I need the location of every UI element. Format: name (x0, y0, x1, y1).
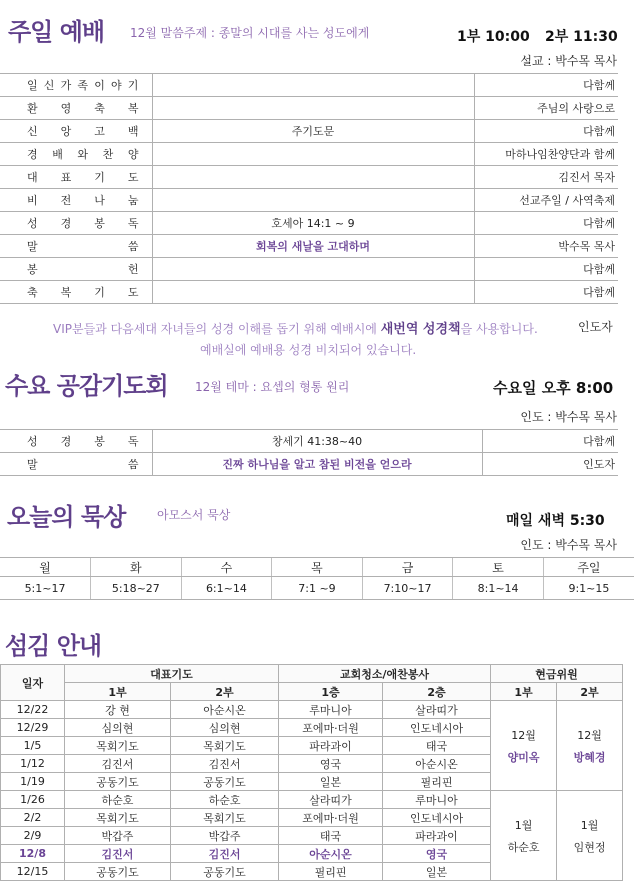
roster-prayer-1: 공동기도 (65, 773, 171, 791)
order-part (0, 189, 152, 212)
offering-name: 임현정 (573, 840, 606, 854)
order-part-char: 경 (60, 435, 72, 448)
roster-cleaning-1: 아순시온 (279, 845, 383, 863)
order-part-char: 영 (60, 102, 72, 115)
week-day: 목 (272, 558, 363, 577)
order-part-char: 나 (94, 194, 105, 207)
order-part-char: 양 (127, 148, 139, 161)
order-part-char: 가 (60, 79, 72, 92)
roster-cleaning-2: 살라띠가 (383, 701, 491, 719)
week-day: 수 (181, 558, 272, 577)
roster-prayer-2: 아순시온 (171, 701, 279, 719)
roster-cleaning-2: 필리핀 (383, 773, 491, 791)
order-part-char: 봉 (94, 217, 105, 230)
roster-cleaning-1: 필리핀 (279, 863, 383, 881)
order-part-char: 축 (27, 286, 38, 299)
notice-bible (53, 318, 538, 337)
wednesday-theme: 12월 테마 : 요셉의 형통 원리 (195, 380, 350, 394)
col-date: 일자 (1, 665, 65, 701)
col-prayer: 대표기도 (65, 665, 279, 683)
order-leader: 선교주일 / 사역축제 (474, 189, 618, 212)
roster-date: 1/12 (1, 755, 65, 773)
order-part-char: 성 (27, 435, 38, 448)
order-part-char: 찬 (102, 148, 114, 161)
offering-month: 12월 (577, 728, 602, 742)
offering-name: 양미옥 (507, 750, 540, 764)
table-row (1, 791, 623, 809)
order-part-char: 헌 (127, 263, 139, 276)
order-content (152, 74, 474, 97)
roster-prayer-2: 하순호 (171, 791, 279, 809)
roster-prayer-1: 김진서 (65, 845, 171, 863)
col-prayer-1: 1부 (65, 683, 171, 701)
roster-cleaning-2: 인도네시아 (383, 719, 491, 737)
week-verse: 5:1~17 (0, 577, 91, 600)
order-content (152, 281, 474, 304)
order-row (0, 189, 618, 212)
roster-cleaning-1: 파라과이 (279, 737, 383, 755)
order-part (0, 166, 152, 189)
order-leader: 다함께 (474, 120, 618, 143)
col-cleaning-2: 2층 (383, 683, 491, 701)
wednesday-leader: 인도 : 박수목 목사 (520, 410, 617, 424)
roster-date: 1/26 (1, 791, 65, 809)
roster-prayer-1: 강 현 (65, 701, 171, 719)
week-verse: 6:1~14 (181, 577, 272, 600)
order-content: 진짜 하나님을 알고 참된 비전을 얻으라 (152, 453, 482, 476)
order-part (0, 453, 152, 476)
roster-cleaning-2: 인도네시아 (383, 809, 491, 827)
order-part-char: 축 (94, 102, 105, 115)
order-part-char: 말 (27, 458, 38, 471)
order-content: 회복의 새날을 고대하며 (152, 235, 474, 258)
offering-month: 1월 (580, 818, 599, 832)
order-part-char: 이 (94, 79, 105, 92)
roster-cleaning-2: 파라과이 (383, 827, 491, 845)
meditation-leader: 인도 : 박수목 목사 (520, 538, 617, 552)
roster-cleaning-1: 루마니아 (279, 701, 383, 719)
roster-prayer-1: 하순호 (65, 791, 171, 809)
meditation-title: 오늘의 묵상 (7, 503, 126, 531)
col-offering-1: 1부 (491, 683, 557, 701)
roster-prayer-1: 심의현 (65, 719, 171, 737)
order-part-char: 대 (27, 171, 38, 184)
roster-cleaning-1: 영국 (279, 755, 383, 773)
order-part-char: 신 (27, 125, 38, 138)
roster-date: 2/9 (1, 827, 65, 845)
roster-date: 12/15 (1, 863, 65, 881)
roster-prayer-2: 박갑주 (171, 827, 279, 845)
order-part-char: 복 (60, 286, 72, 299)
order-part-char: 도 (127, 171, 139, 184)
sunday-time-1: 1부 10:00 (457, 29, 530, 45)
roster-prayer-1: 김진서 (65, 755, 171, 773)
offering-month: 12월 (511, 728, 536, 742)
order-part (0, 430, 152, 453)
order-part-char: 전 (60, 194, 72, 207)
roster-cleaning-1: 태국 (279, 827, 383, 845)
order-part (0, 281, 152, 304)
col-offering-2: 2부 (557, 683, 623, 701)
week-day: 금 (362, 558, 453, 577)
order-content (152, 97, 474, 120)
order-part-char: 비 (27, 194, 38, 207)
roster-prayer-2: 김진서 (171, 755, 279, 773)
roster-cleaning-2: 영국 (383, 845, 491, 863)
wednesday-title: 수요 공감기도회 (5, 372, 168, 400)
order-part (0, 120, 152, 143)
roster-offering-o2 (557, 791, 623, 881)
order-row (0, 212, 618, 235)
service-roster-table (0, 664, 623, 881)
order-part-char: 말 (27, 240, 38, 253)
table-row (1, 701, 623, 719)
order-leader: 다함께 (474, 281, 618, 304)
order-row (0, 143, 618, 166)
order-row (0, 430, 618, 453)
order-leader: 마하나임찬양단과 함께 (474, 143, 618, 166)
notice-bible-available: 예배실에 예배용 성경 비치되어 있습니다. (200, 343, 417, 357)
order-row (0, 120, 618, 143)
roster-prayer-1: 목회기도 (65, 737, 171, 755)
roster-prayer-2: 공동기도 (171, 863, 279, 881)
week-verse: 7:10~17 (362, 577, 453, 600)
order-part-char: 복 (127, 102, 139, 115)
col-prayer-2: 2부 (171, 683, 279, 701)
sunday-title: 주일 예배 (8, 18, 105, 46)
week-verse: 7:1 ~9 (272, 577, 363, 600)
roster-offering-o1 (491, 701, 557, 791)
roster-offering-o1 (491, 791, 557, 881)
order-part-char: 야 (110, 79, 122, 92)
order-part-char: 도 (127, 286, 139, 299)
offering-name: 하순호 (507, 840, 540, 854)
roster-cleaning-1: 포에마·더원 (279, 719, 383, 737)
order-part-char: 독 (127, 435, 139, 448)
meditation-week-table (0, 557, 634, 600)
order-part (0, 74, 152, 97)
order-part-char: 일 (27, 79, 38, 92)
order-leader: 주님의 사랑으로 (474, 97, 618, 120)
roster-date: 12/8 (1, 845, 65, 863)
meditation-time: 매일 새벽 5:30 (506, 513, 605, 529)
roster-cleaning-2: 아순시온 (383, 755, 491, 773)
col-cleaning: 교회청소/애찬봉사 (279, 665, 491, 683)
order-part-char: 기 (94, 286, 105, 299)
order-part-char: 기 (127, 79, 139, 92)
week-day: 화 (91, 558, 182, 577)
roster-prayer-1: 목회기도 (65, 809, 171, 827)
roster-cleaning-1: 일본 (279, 773, 383, 791)
order-part (0, 235, 152, 258)
order-content (152, 166, 474, 189)
roster-cleaning-1: 포에마·더원 (279, 809, 383, 827)
roster-prayer-2: 김진서 (171, 845, 279, 863)
roster-date: 12/22 (1, 701, 65, 719)
order-leader: 김진서 목자 (474, 166, 618, 189)
order-part (0, 212, 152, 235)
order-part-char: 신 (43, 79, 55, 92)
order-leader: 다함께 (474, 258, 618, 281)
order-row (0, 97, 618, 120)
order-part-char: 고 (94, 125, 105, 138)
order-part-char: 표 (60, 171, 72, 184)
meditation-theme: 아모스서 묵상 (157, 508, 231, 522)
order-part-char: 눔 (127, 194, 139, 207)
order-row (0, 166, 618, 189)
offering-month: 1월 (514, 818, 533, 832)
order-content: 주기도문 (152, 120, 474, 143)
roster-prayer-2: 공동기도 (171, 773, 279, 791)
roster-date: 1/19 (1, 773, 65, 791)
notice-bible-bold: 새번역 성경책 (380, 322, 461, 337)
order-row (0, 258, 618, 281)
order-content (152, 258, 474, 281)
week-day: 주일 (543, 558, 634, 577)
notice-bible-post: 을 사용합니다. (460, 322, 538, 336)
order-part-char: 독 (127, 217, 139, 230)
order-part-char: 족 (77, 79, 89, 92)
order-content: 호세아 14:1 ~ 9 (152, 212, 474, 235)
notice-bible-pre: VIP분들과 다음세대 자녀들의 성경 이해를 돕기 위해 예배시에 (53, 322, 381, 336)
col-cleaning-1: 1층 (279, 683, 383, 701)
roster-prayer-1: 공동기도 (65, 863, 171, 881)
order-part-char: 봉 (27, 263, 38, 276)
roster-offering-o2 (557, 701, 623, 791)
wednesday-time: 수요일 오후 8:00 (493, 379, 614, 397)
week-day: 토 (453, 558, 544, 577)
notice-trailing-leader: 인도자 (578, 320, 613, 334)
week-day: 월 (0, 558, 91, 577)
order-part (0, 258, 152, 281)
order-part-char: 백 (127, 125, 139, 138)
order-part-char: 경 (27, 148, 38, 161)
order-leader: 인도자 (482, 453, 618, 476)
order-row (0, 281, 618, 304)
wednesday-order-table (0, 429, 618, 476)
service-title: 섬김 안내 (5, 632, 102, 660)
week-verse: 9:1~15 (543, 577, 634, 600)
order-row (0, 74, 618, 97)
sunday-order-table (0, 73, 618, 304)
sunday-theme: 12월 말씀주제 : 종말의 시대를 사는 성도에게 (130, 26, 370, 40)
order-part-char: 환 (27, 102, 38, 115)
order-part-char: 경 (60, 217, 72, 230)
roster-prayer-1: 박갑주 (65, 827, 171, 845)
roster-date: 2/2 (1, 809, 65, 827)
order-part-char: 씀 (127, 240, 139, 253)
order-part-char: 봉 (94, 435, 105, 448)
order-row (0, 453, 618, 476)
roster-prayer-2: 심의현 (171, 719, 279, 737)
order-part-char: 성 (27, 217, 38, 230)
week-verse: 5:18~27 (91, 577, 182, 600)
order-content (152, 143, 474, 166)
roster-cleaning-1: 살라띠가 (279, 791, 383, 809)
order-leader: 다함께 (474, 74, 618, 97)
roster-date: 12/29 (1, 719, 65, 737)
order-part (0, 143, 152, 166)
order-part-char: 앙 (60, 125, 72, 138)
order-leader: 다함께 (482, 430, 618, 453)
week-verse: 8:1~14 (453, 577, 544, 600)
sunday-time-2: 2부 11:30 (545, 29, 618, 45)
order-part-char: 기 (94, 171, 105, 184)
order-leader: 박수목 목사 (474, 235, 618, 258)
sunday-preacher: 설교 : 박수목 목사 (520, 54, 617, 68)
order-part-char: 배 (52, 148, 63, 161)
order-part-char: 와 (77, 148, 89, 161)
roster-date: 1/5 (1, 737, 65, 755)
roster-prayer-2: 목회기도 (171, 737, 279, 755)
roster-cleaning-2: 일본 (383, 863, 491, 881)
roster-cleaning-2: 루마니아 (383, 791, 491, 809)
roster-prayer-2: 목회기도 (171, 809, 279, 827)
order-content (152, 189, 474, 212)
roster-cleaning-2: 태국 (383, 737, 491, 755)
order-row (0, 235, 618, 258)
order-part (0, 97, 152, 120)
offering-name: 방혜경 (573, 750, 606, 764)
col-offering: 현금위원 (491, 665, 623, 683)
order-leader: 다함께 (474, 212, 618, 235)
order-part-char: 씀 (127, 458, 139, 471)
order-content: 창세기 41:38~40 (152, 430, 482, 453)
